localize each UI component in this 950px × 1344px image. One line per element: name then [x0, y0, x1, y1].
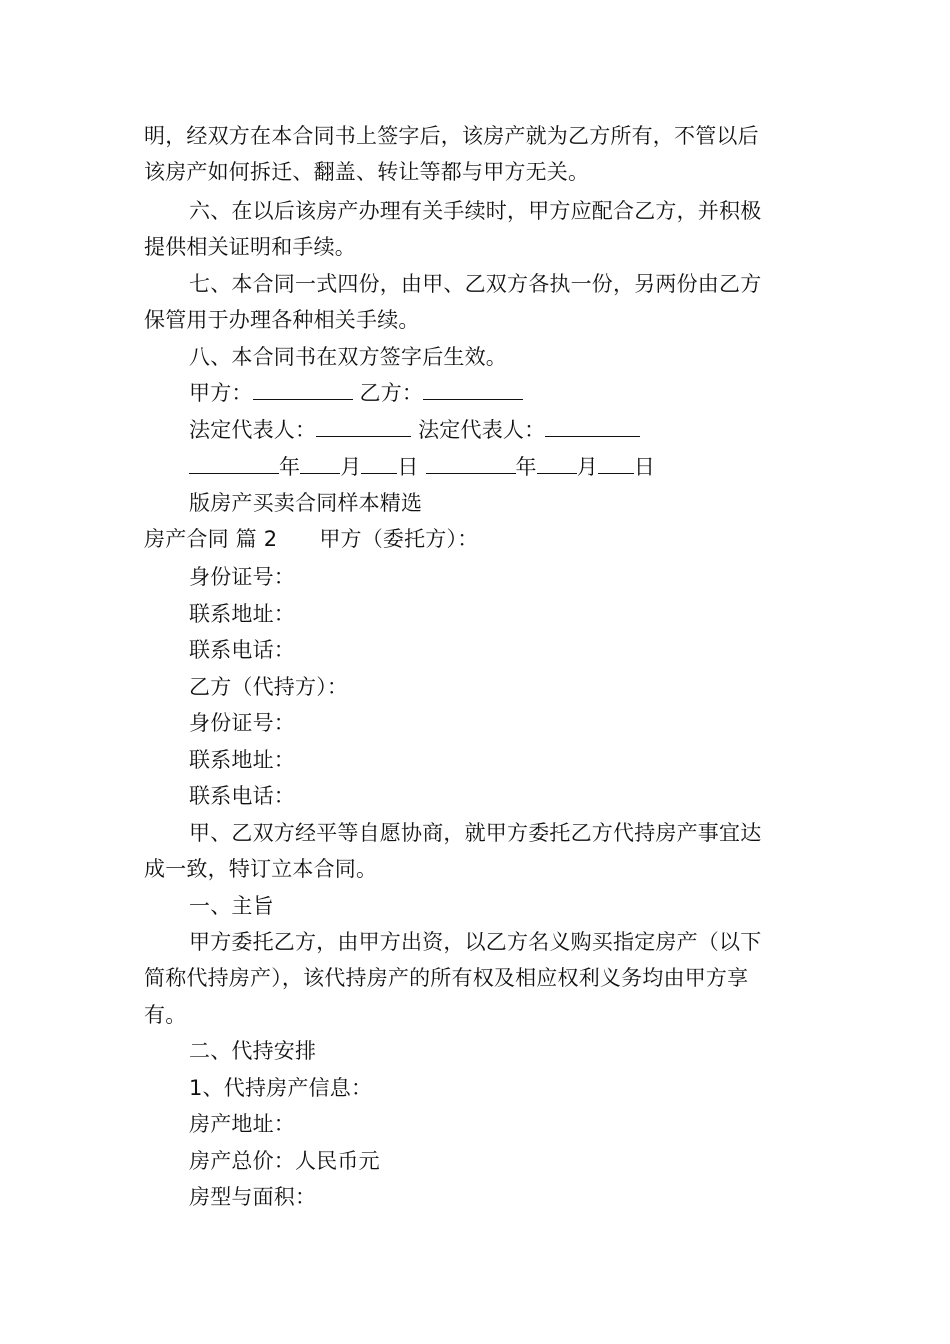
- property-total-price: 房产总价：人民币元: [189, 1149, 380, 1173]
- day-b-blank: [598, 453, 634, 474]
- article-two-heading: 二、代持安排: [189, 1039, 317, 1063]
- signature-parties-row: [189, 375, 523, 411]
- property-type-area: 房型与面积：: [189, 1185, 317, 1209]
- party-a-label: 甲方：: [189, 381, 253, 405]
- clause-eight: 八、本合同书在双方签字后生效。: [189, 345, 507, 369]
- preamble-line: 甲、乙双方经平等自愿协商，就甲方委托乙方代持房产事宜达: [189, 821, 762, 845]
- paragraph-line: 明，经双方在本合同书上签字后，该房产就为乙方所有，不管以后: [144, 124, 759, 148]
- month-a-blank: [300, 453, 340, 474]
- section2-party-a: 甲方（委托方）：: [319, 527, 479, 551]
- party-b-heading: 乙方（代持方）：: [189, 675, 349, 699]
- day-b-label: 日: [633, 455, 656, 479]
- party-a-id-number: 身份证号：: [189, 565, 295, 589]
- month-b-blank: [537, 453, 577, 474]
- property-address: 房产地址：: [189, 1112, 295, 1136]
- year-a-label: 年: [279, 455, 301, 479]
- party-a-blank: [253, 379, 353, 400]
- paragraph-line: 保管用于办理各种相关手续。: [144, 308, 420, 332]
- article-one-heading: 一、主旨: [189, 894, 274, 918]
- party-a-address: 联系地址：: [189, 602, 295, 626]
- party-b-phone: 联系电话：: [189, 784, 295, 808]
- month-a-label: 月: [340, 455, 362, 479]
- article-one-text: 有。: [144, 1003, 187, 1027]
- section2-heading: 房产合同 篇 2: [144, 527, 278, 551]
- month-b-label: 月: [576, 455, 598, 479]
- party-b-blank: [423, 379, 523, 400]
- paragraph-line: 该房产如何拆迁、翻盖、转让等都与甲方无关。: [144, 160, 590, 184]
- rep-a-blank: [316, 416, 411, 437]
- property-info-heading: 1、代持房产信息：: [189, 1076, 373, 1100]
- section-title: 版房产买卖合同样本精选: [189, 491, 423, 515]
- preamble-line: 成一致，特订立本合同。: [144, 857, 378, 881]
- day-a-label: 日: [397, 455, 419, 479]
- clause-seven: 七、本合同一式四份，由甲、乙双方各执一份，另两份由乙方: [189, 272, 762, 296]
- party-b-id-number: 身份证号：: [189, 711, 295, 735]
- paragraph-line: 提供相关证明和手续。: [144, 235, 356, 259]
- party-a-phone: 联系电话：: [189, 638, 295, 662]
- clause-six: 六、在以后该房产办理有关手续时，甲方应配合乙方，并积极: [189, 199, 762, 223]
- party-b-address: 联系地址：: [189, 748, 295, 772]
- signature-representatives-row: [189, 412, 640, 448]
- rep-b-blank: [545, 416, 640, 437]
- rep-b-label: 法定代表人：: [418, 418, 546, 442]
- year-b-blank: [426, 453, 516, 474]
- article-one-text: 甲方委托乙方，由甲方出资，以乙方名义购买指定房产（以下: [189, 930, 762, 954]
- section2-heading-row: [144, 521, 478, 557]
- day-a-blank: [361, 453, 397, 474]
- rep-a-label: 法定代表人：: [189, 418, 317, 442]
- party-b-label: 乙方：: [359, 381, 424, 405]
- article-one-text: 简称代持房产），该代持房产的所有权及相应权利义务均由甲方享: [144, 966, 749, 990]
- year-b-label: 年: [515, 455, 537, 479]
- year-a-blank: [189, 453, 279, 474]
- signature-date-row: [189, 449, 655, 485]
